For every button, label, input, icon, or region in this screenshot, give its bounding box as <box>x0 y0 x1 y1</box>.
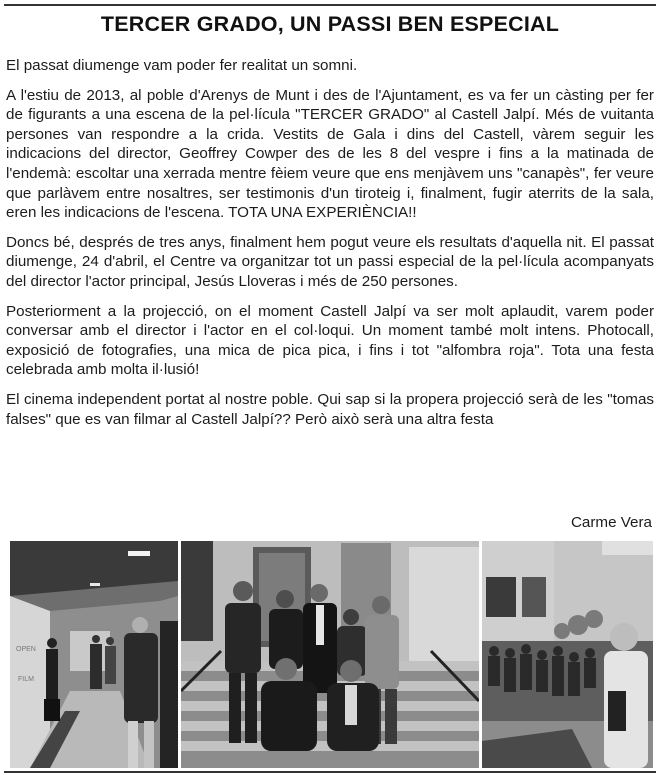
photo-photocall-corridor <box>10 541 178 768</box>
paragraph-casting: A l'estiu de 2013, al poble d'Arenys de Munt i des de l'Ajuntament, es va fer un càsting per fer de figurants a una escena de la pel·lícula "TERCER GRADO" al Castell Jalpí. Més de vuitanta persones van respondre a la crida. Vestits de Gala i dins del Castell, vàrem seguir les indicacions del director, Geoffrey Cowper des de les 8 del vespre i fins a la matinada de l'endemà: escoltar una xerrada mentre fèiem veure que ens menjàvem uns "canapès", fer veure que parlàvem entre nosaltres, ser testimonis d'un tiroteig i, finalment, fugir aterrits de la sala, eren les indicacions de l'escena. TOTA UNA EXPERIÈNCIA!! <box>6 86 654 222</box>
photo-group-on-steps <box>181 541 479 768</box>
svg-text:FILM: FILM <box>18 676 34 683</box>
photo-crowd-outside <box>482 541 653 768</box>
bottom-divider <box>4 771 656 773</box>
article-title: TERCER GRADO, UN PASSI BEN ESPECIAL <box>100 12 560 36</box>
top-divider <box>4 4 656 6</box>
paragraph-colloquium: Posteriorment a la projecció, on el moment Castell Jalpí va ser molt aplaudit, varem poder conversar amb el director i l'actor en el col·loqui. Un moment també molt intens. Photocall, exposició de fotografies, una mica de pica pica, i fins i tot "alfombra roja". Tota una festa celebrada amb molta il·lusió! <box>6 302 654 379</box>
paragraph-intro: El passat diumenge vam poder fer realitat un somni. <box>6 57 358 74</box>
article-body <box>6 56 654 429</box>
author-signature: Carme Vera <box>570 514 652 531</box>
paragraph-screening: Doncs bé, després de tres anys, finalment hem pogut veure els resultats d'aquella nit. El passat diumenge, 24 d'abril, el Centre va organitzar tot un passi especial de la pel·lícula acompanyats del director l'actor principal, Jesús Lloveras i més de 250 persones. <box>6 233 654 290</box>
paragraph-closing: El cinema independent portat al nostre poble. Qui sap si la propera projecció serà de les "tomas falses" que es van filmar al Castell Jalpí?? Però això serà una altra festa <box>6 390 654 428</box>
svg-text:OPEN: OPEN <box>16 646 36 653</box>
